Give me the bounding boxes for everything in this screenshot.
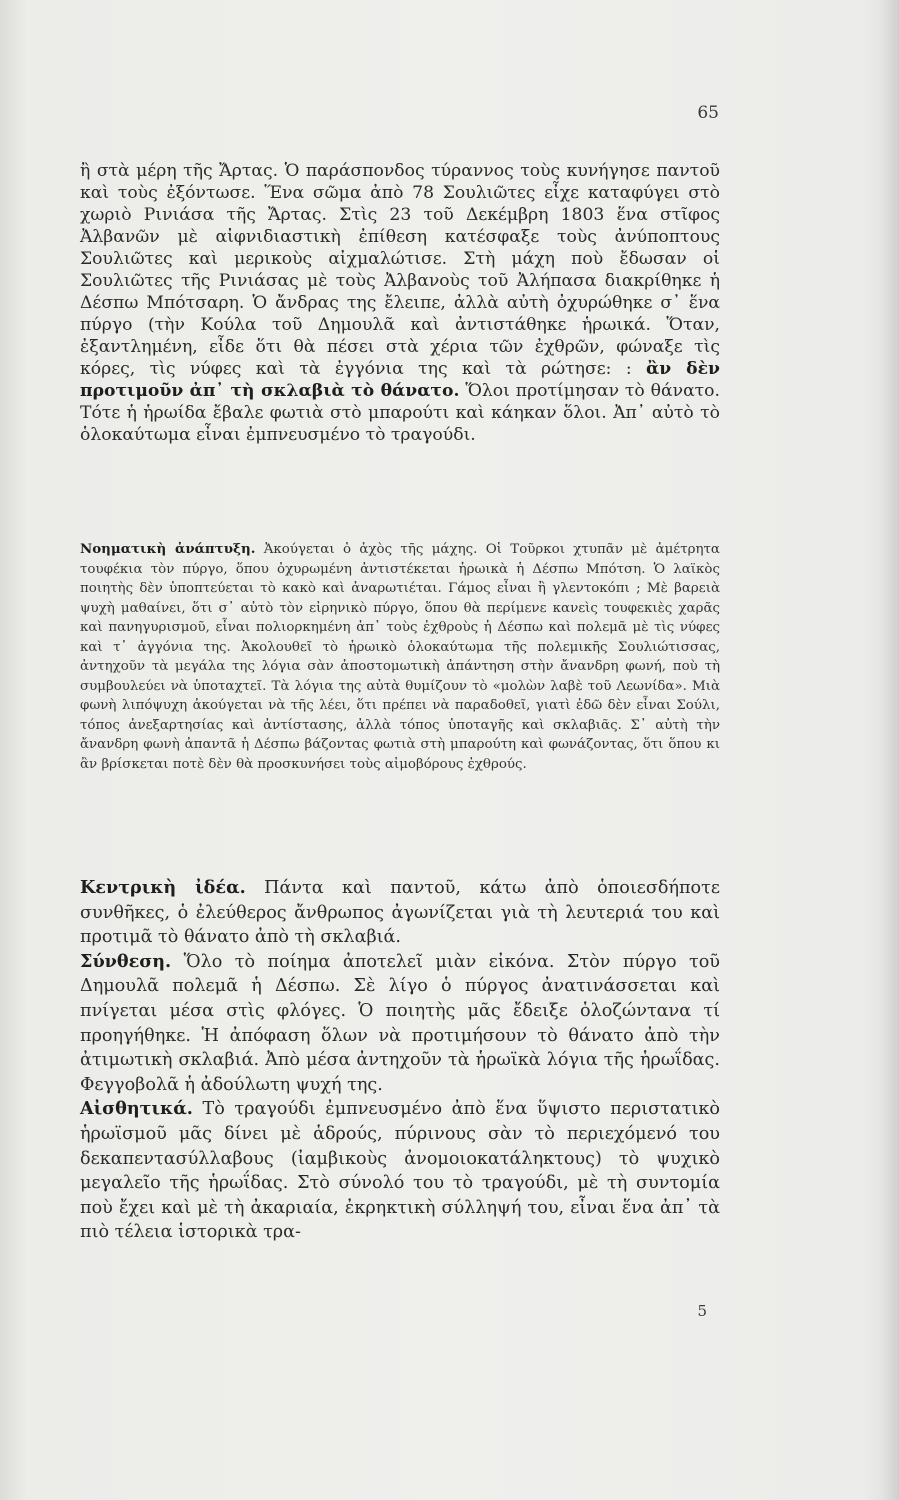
central-idea-paragraph [80,876,720,950]
printer-signature-mark: 5 [697,1302,707,1320]
composition-paragraph [80,950,720,1098]
aesthetic-paragraph [80,1097,720,1245]
analysis-section [80,876,720,1245]
main-paragraph [80,160,720,446]
commentary-section [80,540,720,774]
composition-heading: Σύνθεση. [80,950,172,972]
central-idea-body: Πάντα καὶ παντοῦ, κάτω ἀπὸ ὁποιεσδήποτε συνθῆκες, ὁ ἐλεύθερος ἄνθρωπος ἀγωνίζεται γιὰ τὴ λευτεριά του καὶ προτιμᾶ τὸ θάνατο ἀπὸ τὴ σκλαβιά. [80,878,720,948]
main-text-part1: ἢ στὰ μέρη τῆς Ἄρτας. Ὁ παράσπονδος τύραννος τοὺς κυνήγησε παντοῦ καὶ τοὺς ἐξόντωσε. Ἕνα σῶμα ἀπὸ 78 Σουλιῶτες εἶχε καταφύγει στὸ χωριὸ Ρινιάσα τῆς Ἄρτας. Στὶς 23 τοῦ Δεκέμβρη 1803 ἕνα στῖφος Ἀλβανῶν μὲ αἰφνιδιαστικὴ ἐπίθεση κατέσφαξε τοὺς ἀνύποπτους Σουλιῶτες καὶ μερικοὺς αἰχμαλώτισε. Στὴ μάχη ποὺ ἔδωσαν οἱ Σουλιῶτες τῆς Ρινιάσας μὲ τοὺς Ἀλβανοὺς τοῦ Ἀλήπασα διακρίθηκε ἡ Δέσπω Μπότσαρη. Ὁ ἄνδρας της ἔλειπε, ἀλλὰ αὐτὴ ὀχυρώθηκε σ᾿ ἕνα πύργο (τὴν Κούλα τοῦ Δημουλᾶ καὶ ἀντιστάθηκε ἡρωικά. Ὅταν, ἐξαντλημένη, εἶδε ὅτι θὰ πέσει στὰ χέρια τῶν ἐχθρῶν, φώναξε τὶς κόρες, τὶς νύφες καὶ τὰ ἐγγόνια της καὶ τὰ ρώτησε: : [80,161,720,379]
main-text-emphasis: ἂν δὲν προτιμοῦν ἀπ᾿ τὴ σκλαβιὰ τὸ θάνατο. [80,359,720,401]
main-text-part2: Ὅλοι προτίμησαν τὸ θάνατο. Τότε ἡ ἡρωίδα ἔβαλε φωτιὰ στὸ μπαρούτι καὶ κάηκαν ὅλοι. Ἀπ᾿ αὐτὸ τὸ ὁλοκαύτωμα εἶναι ἐμπνευσμένο τὸ τραγούδι. [80,381,720,445]
composition-body: Ὅλο τὸ ποίημα ἀποτελεῖ μιὰν εἰκόνα. Στὸν πύργο τοῦ Δημουλᾶ πολεμᾶ ἡ Δέσπω. Σὲ λίγο ὁ πύργος ἀνατινάσσεται καὶ πνίγεται μέσα στὶς φλόγες. Ὁ ποιητὴς μᾶς ἔδειξε ὁλοζώντανα τί προηγήθηκε. Ἡ ἀπόφαση ὅλων νὰ προτιμήσουν τὸ θάνατο ἀπὸ τὴν ἀτιμωτικὴ σκλαβιά. Ἀπὸ μέσα ἀντηχοῦν τὰ ἡρωϊκὰ λόγια τῆς ἡρωΐδας. Φεγγοβολᾶ ἡ ἀδούλωτη ψυχή της. [80,951,720,1095]
main-text [80,160,720,446]
aesthetic-heading: Αἰσθητικά. [80,1098,193,1120]
page-edge-shadow [881,0,899,1500]
commentary-heading: Νοηματικὴ ἀνάπτυξη. [80,541,256,557]
commentary-body: Ἀκούγεται ὁ ἀχὸς τῆς μάχης. Οἱ Τοῦρκοι χτυπᾶν μὲ ἀμέτρητα τουφέκια τὸν πύργο, ὅπου ὀχυρωμένη ἀντιστέκεται ἡρωικὰ ἡ Δέσπω Μπότση. Ὁ λαϊκὸς ποιητὴς δὲν ὑποπτεύεται τὸ κακὸ καὶ ἀναρωτιέται. Γάμος εἶναι ἢ γλεντοκόπι ; Μὲ βαρειὰ ψυχὴ μαθαίνει, ὅτι σ᾿ αὐτὸ τὸν εἰρηνικὸ πύργο, ὅπου θὰ περίμενε κανεὶς τουφεκιὲς χαρᾶς καὶ πανηγυρισμοῦ, εἶναι πολιορκημένη ἀπ᾿ τοὺς ἐχθροὺς ἡ Δέσπω καὶ πολεμᾶ μὲ τὶς νύφες καὶ τ᾿ ἀγγόνια της. Ἀκολουθεῖ τὸ ἡρωικὸ ὁλοκαύτωμα τῆς πολεμικῆς Σουλιώτισσας, ἀντηχοῦν τὰ μεγάλα της λόγια σὰν ἀποστομωτικὴ ἀπάντηση στὴν ἄνανδρη φωνή, ποὺ τὴ συμβουλεύει νὰ ὑποταχτεῖ. Τὰ λόγια της αὐτὰ θυμίζουν τὸ «μολὼν λαβὲ τοῦ Λεωνίδα». Μιὰ φωνὴ λιπόψυχη ἀκούγεται νὰ τῆς λέει, ὅτι πρέπει νὰ παραδοθεῖ, γιατὶ ἐδῶ δὲν εἶναι Σούλι, τόπος ἀνεξαρτησίας καὶ ἀντίστασης, ἀλλὰ τόπος ὑποταγῆς καὶ σκλαβιᾶς. Σ᾿ αὐτὴ τὴν ἄνανδρη φωνὴ ἀπαντᾶ ἡ Δέσπω βάζοντας φωτιὰ στὴ μπαρούτη καὶ φωνάζοντας, ὅτι ὅπου κι ἂν βρίσκεται ποτὲ δὲν θὰ προσκυνήσει τοὺς αἱμοβόρους ἐχθρούς. [80,542,720,772]
central-idea-heading: Κεντρικὴ ἰδέα. [80,877,246,898]
aesthetic-body: Τὸ τραγούδι ἐμπνευσμένο ἀπὸ ἕνα ὕψιστο περιστατικὸ ἡρωϊσμοῦ μᾶς δίνει μὲ ἁδρούς, πύρινους σὰν τὸ περιεχόμενό του δεκαπεντασύλλαβους (ἰαμβικοὺς ἀνομοιοκατάληκτους) τὸ ψυχικὸ μεγαλεῖο τῆς ἡρωΐδας. Στὸ σύνολό του τὸ τραγούδι, μὲ τὴ συντομία ποὺ ἔχει καὶ μὲ τὴ ἀκαριαία, ἐκρηκτικὴ σύλληψή του, εἶναι ἕνα ἀπ᾿ τὰ πιὸ τέλεια ἱστορικὰ τρα- [80,1099,721,1243]
commentary-paragraph [80,540,720,774]
page-number: 65 [697,103,719,123]
